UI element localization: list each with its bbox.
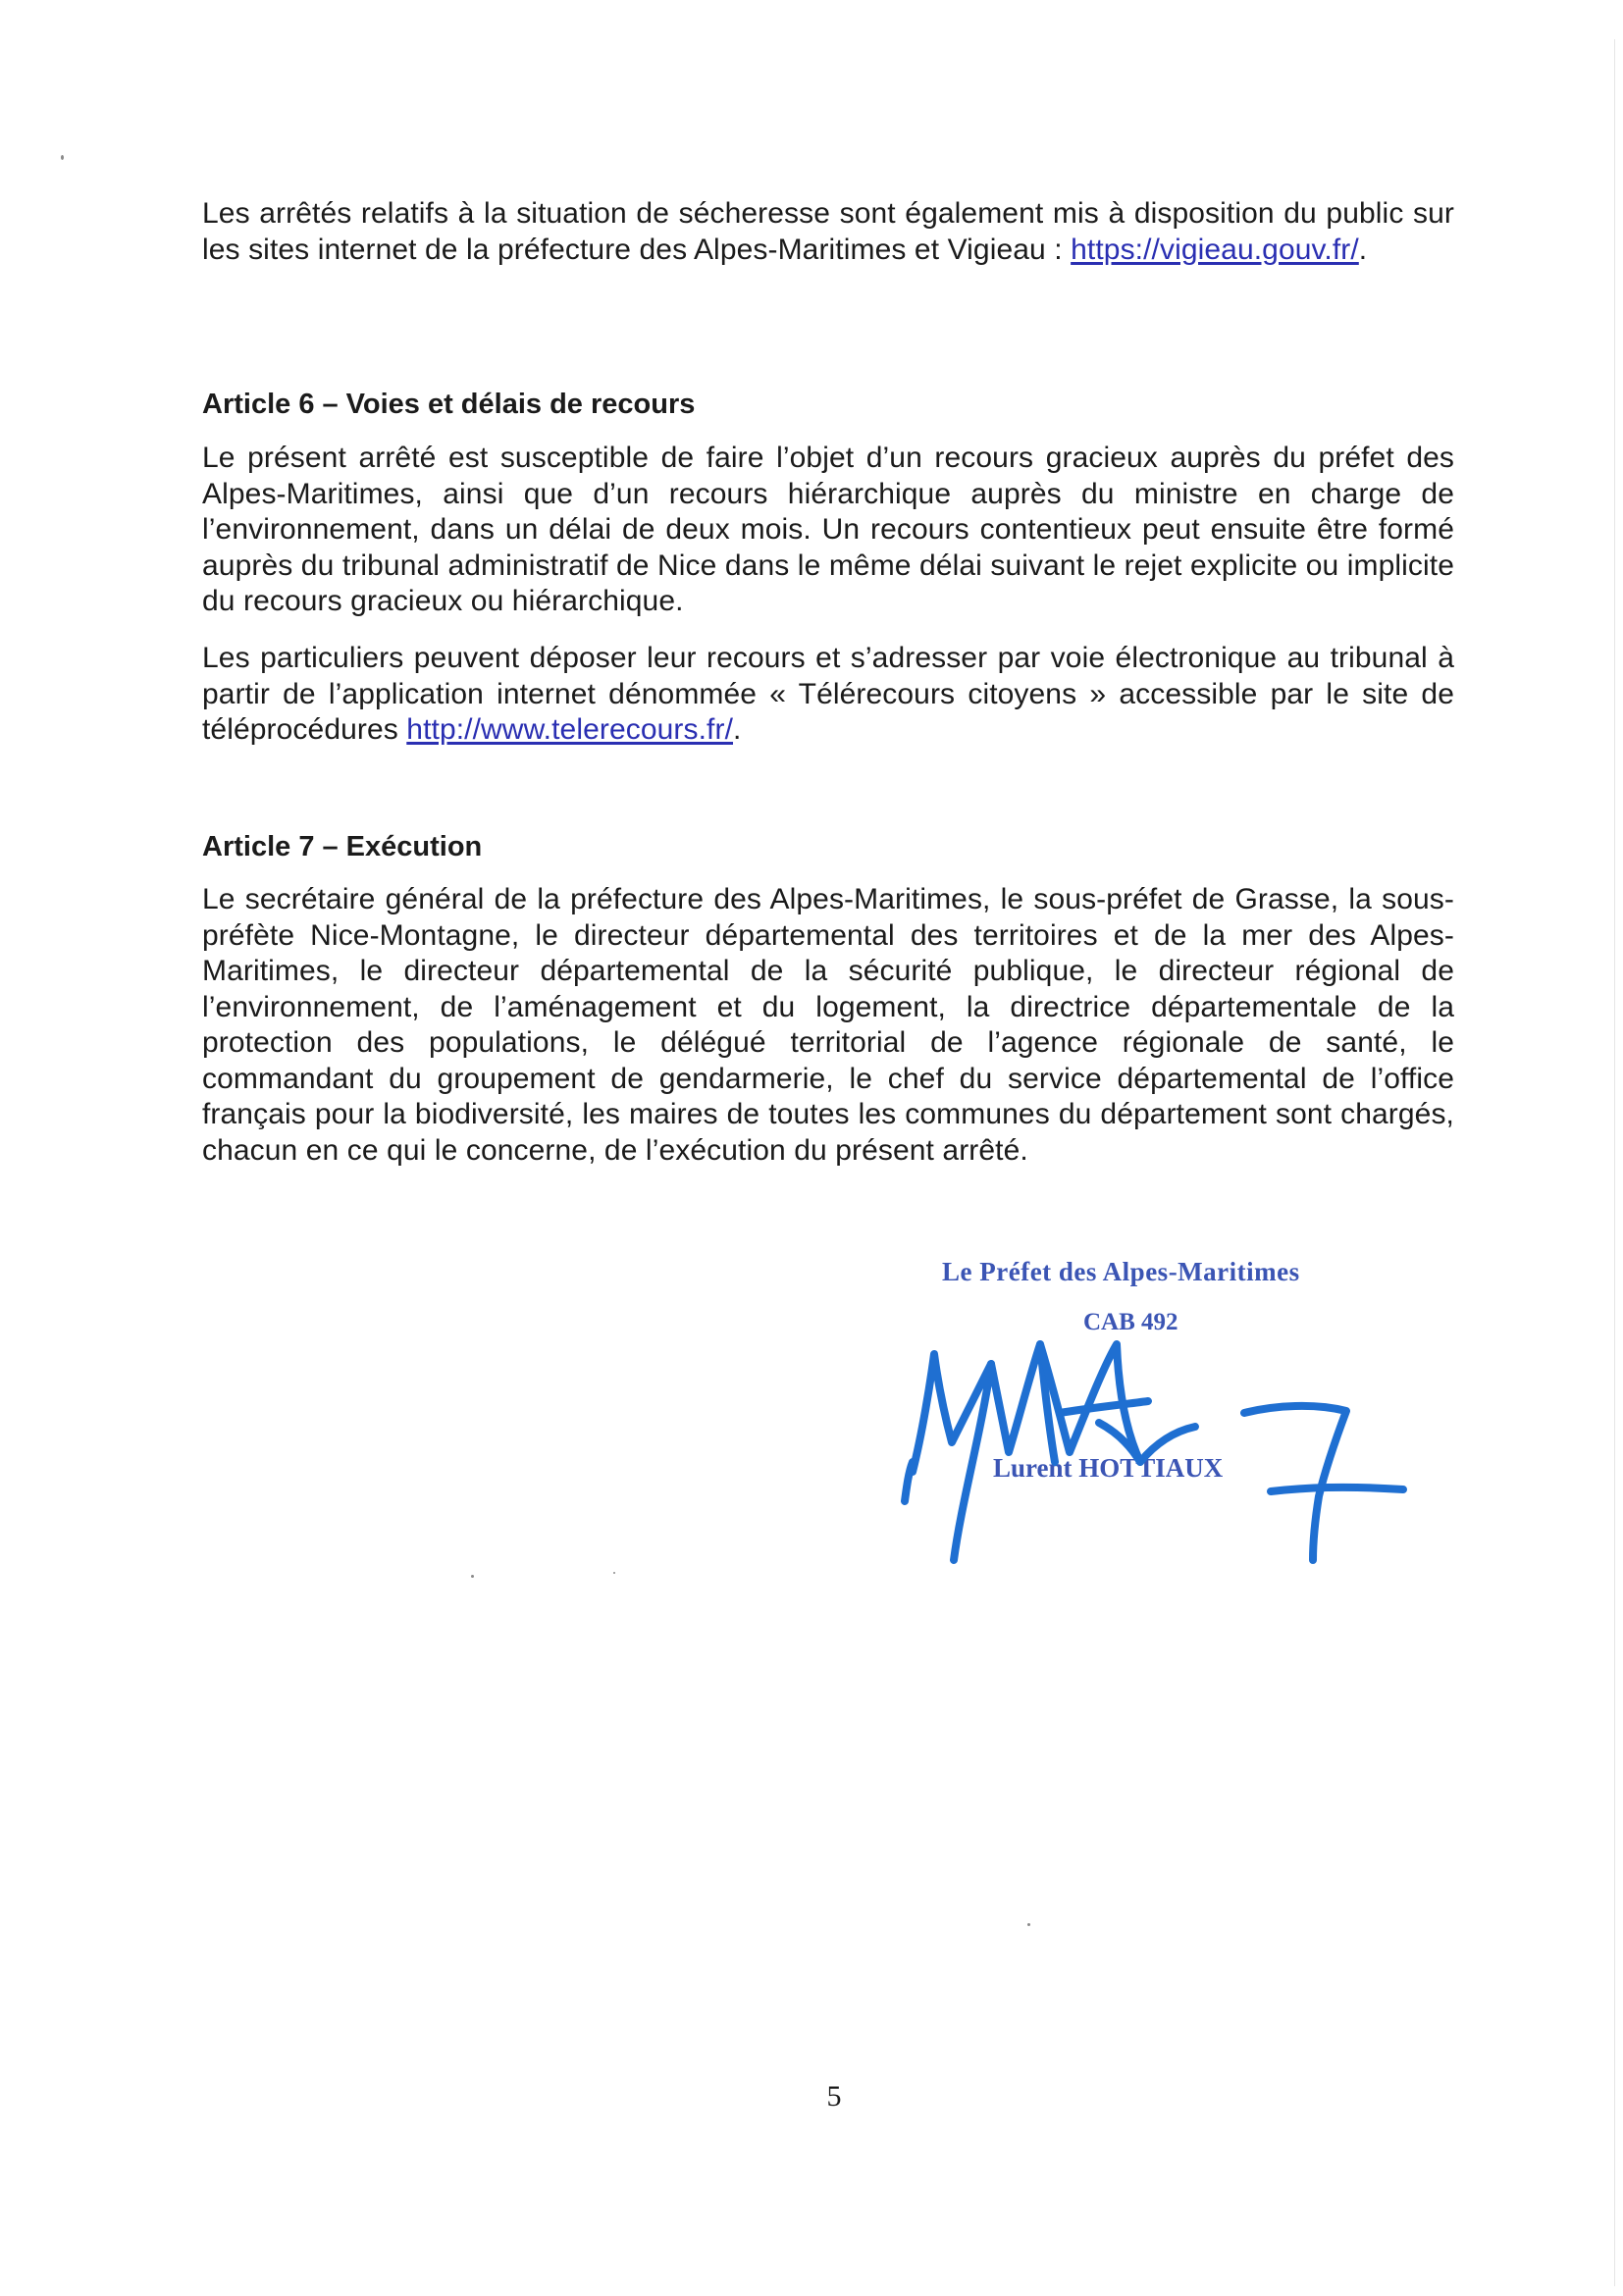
- article-6-paragraph-2: [202, 641, 1454, 749]
- article-6-paragraph-2-end: .: [733, 713, 742, 746]
- handwritten-signature: [883, 1325, 1433, 1580]
- article-7-paragraph: Le secrétaire général de la préfecture des Alpes-Maritimes, le sous-préfet de Grasse, la sous-préfète Nice-Montagne, le directeur départemental des territoires et de la mer des Alpes-Maritimes, le directeur départemental de la sécurité publique, le directeur régional de l’environnement, de l’aménagement et du logement, la directrice départementale de la protection des populations, le délégué territorial de l’agence régionale de santé, le commandant du groupement de gendarmerie, le chef du service départemental de l’office français pour la biodiversité, les maires de toutes les communes du département sont chargés, chacun en ce qui le concerne, de l’exécution du présent arrêté.: [202, 883, 1454, 1167]
- article-7-heading: Article 7 – Exécution: [202, 831, 483, 862]
- signature-name-text: urent HOTTIAUX: [1011, 1453, 1224, 1483]
- scan-speck: [61, 155, 64, 160]
- signature-reference-suffix: 2: [1166, 1309, 1178, 1335]
- scan-speck: [613, 1572, 615, 1574]
- signature-reference-text: CAB 49: [1083, 1309, 1167, 1335]
- vigieau-link[interactable]: https://vigieau.gouv.fr/: [1071, 233, 1359, 266]
- intro-paragraph: [202, 196, 1454, 268]
- signature-title: Le Préfet des Alpes-Maritimes: [942, 1257, 1300, 1286]
- scan-speck: [1027, 1923, 1030, 1926]
- scan-edge-line: [1614, 39, 1615, 2286]
- page-number: 5: [826, 2080, 842, 2113]
- article-6-paragraph-2-text: Les particuliers peuvent déposer leur recours et s’adresser par voie électronique au tribunal à partir de l’application internet dénommée « Télérecours citoyens » accessible par le site de téléprocédures: [202, 642, 1454, 746]
- intro-text: Les arrêtés relatifs à la situation de sécheresse sont également mis à disposition du public sur les sites internet de la préfecture des Alpes-Maritimes et Vigieau :: [202, 197, 1454, 266]
- article-6-paragraph-1: Le présent arrêté est susceptible de faire l’objet d’un recours gracieux auprès du préfet des Alpes-Maritimes, ainsi que d’un recours hiérarchique auprès du ministre en charge de l’environnement, dans un délai de deux mois. Un recours contentieux peut ensuite être formé auprès du tribunal administratif de Nice dans le même délai suivant le rejet explicite ou implicite du recours gracieux ou hiérarchique.: [202, 442, 1454, 617]
- intro-text-end: .: [1358, 233, 1368, 266]
- signature-name-prefix: L: [993, 1453, 1012, 1483]
- article-6-heading: Article 6 – Voies et délais de recours: [202, 389, 696, 420]
- telerecours-link[interactable]: http://www.telerecours.fr/: [406, 713, 734, 746]
- scan-speck: [471, 1575, 474, 1578]
